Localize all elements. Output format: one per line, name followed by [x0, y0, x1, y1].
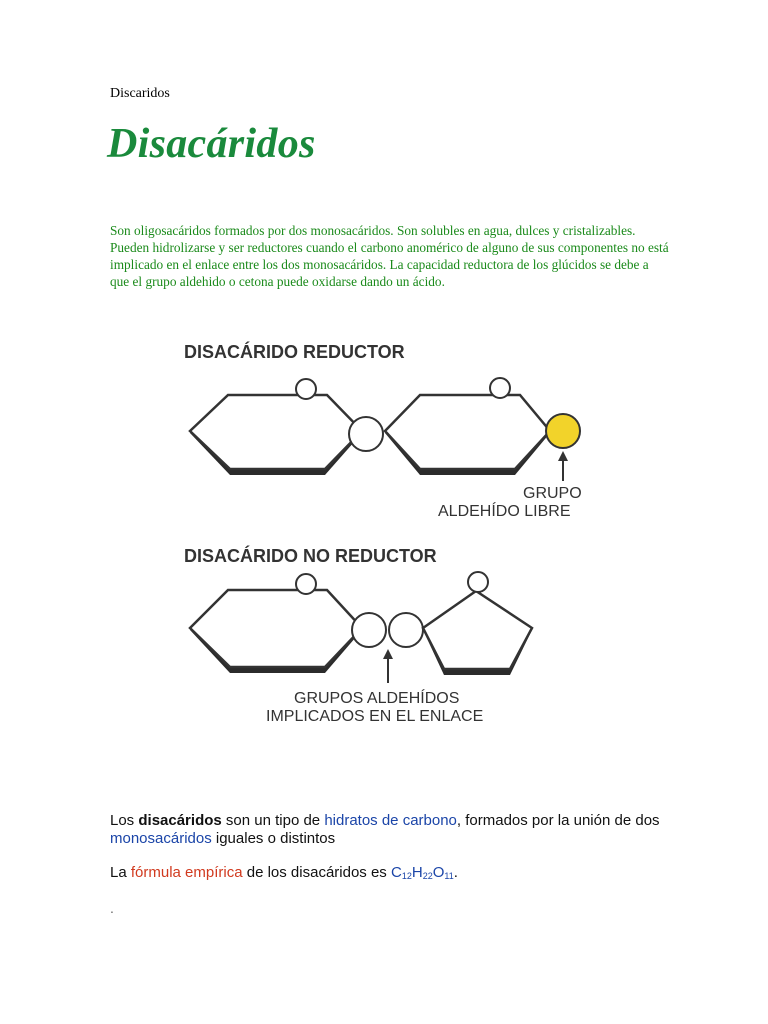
intro-paragraph: Son oligosacáridos formados por dos monosacáridos. Son solubles en agua, dulces y cristalizables. Pueden hidrolizarse y ser reductores cuando el carbono anomérico de alguno de sus componentes no está implicado en el enlace entre los dos monosacáridos. La capacidad reductora de los glúcidos se debe a que el grupo aldehido o cetona puede oxidarse dando un ácido.	[110, 223, 669, 289]
para2-middle: de los disacáridos es	[242, 864, 391, 881]
para2-end: .	[453, 864, 458, 881]
para1-after: iguales o distintos	[211, 830, 336, 847]
no-reductor-top-group-left	[296, 574, 316, 594]
reductor-top-group-left	[296, 379, 316, 399]
formula-h: H	[411, 864, 423, 881]
para1-before: Los	[110, 812, 139, 829]
reductor-label-line2: ALDEHÍDO LIBRE	[438, 503, 571, 520]
formula-o: O	[432, 864, 445, 881]
reductor-top-group-right	[490, 378, 510, 398]
reductor-left-ring	[190, 395, 362, 475]
no-reductor-link-left	[352, 613, 386, 647]
para1-middle: son un tipo de	[221, 812, 325, 829]
no-reductor-title: DISACÁRIDO NO REDUCTOR	[184, 546, 437, 566]
no-reductor-right-ring	[423, 591, 532, 675]
no-reductor-left-ring	[190, 590, 362, 673]
para1-bold-term: disacáridos	[138, 812, 222, 829]
reductor-right-ring	[385, 395, 550, 475]
disaccharide-diagram	[170, 333, 610, 733]
formula-paragraph	[110, 864, 670, 885]
no-reductor-label-line2: IMPLICADOS EN EL ENLACE	[266, 708, 484, 725]
formula-o-sub: 11	[444, 871, 454, 881]
reductor-glycosidic-link	[349, 417, 383, 451]
para2-before: La	[110, 864, 131, 881]
formula-c-sub: 12	[401, 871, 412, 881]
reductor-title: DISACÁRIDO REDUCTOR	[184, 342, 405, 362]
reductor-label-line1: GRUPO	[523, 485, 582, 502]
para1-middle2: , formados por la unión de dos	[456, 812, 660, 829]
definition-paragraph	[110, 812, 670, 848]
formula-c: C	[390, 864, 402, 881]
link-monosacaridos[interactable]: monosacáridos	[110, 830, 212, 847]
page-title: Disacáridos	[107, 121, 316, 167]
formula-h-sub: 22	[422, 871, 433, 881]
link-hidratos-de-carbono[interactable]: hidratos de carbono	[324, 812, 457, 829]
trailing-dot: .	[110, 900, 114, 916]
page-small-title: Discaridos	[110, 86, 170, 101]
no-reductor-link-right	[389, 613, 423, 647]
link-formula-empirica[interactable]: fórmula empírica	[130, 864, 243, 881]
link-formula[interactable]	[391, 864, 454, 881]
no-reductor-top-group-right	[468, 572, 488, 592]
no-reductor-label-line1: GRUPOS ALDEHÍDOS	[294, 690, 460, 707]
free-aldehyde-group	[546, 414, 580, 448]
